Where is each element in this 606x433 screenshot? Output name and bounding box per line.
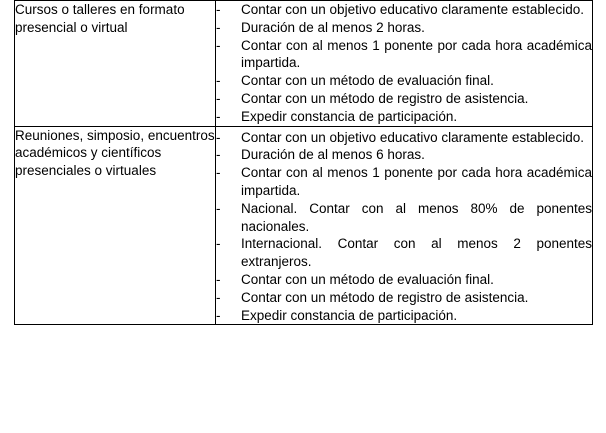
list-item <box>216 72 592 90</box>
requirement-text: Contar con un objetivo educativo claramente establecido. <box>241 129 584 145</box>
requirements-cell <box>216 1 593 127</box>
list-item <box>216 146 592 164</box>
bullet-dash: - <box>216 200 221 216</box>
bullet-dash: - <box>216 271 221 287</box>
requirement-text: Contar con un método de registro de asistencia. <box>241 289 529 305</box>
category-cell <box>15 126 216 325</box>
bullet-dash: - <box>216 129 221 145</box>
list-item <box>216 90 592 108</box>
requirements-list <box>216 129 592 325</box>
list-item <box>216 37 592 73</box>
requirement-text: Contar con un objetivo educativo claramente establecido. <box>241 2 584 17</box>
bullet-dash: - <box>216 73 221 89</box>
requirement-text: Contar con un método de registro de asistencia. <box>241 90 529 106</box>
list-item <box>216 200 592 236</box>
list-item <box>216 108 592 126</box>
bullet-dash: - <box>216 108 221 124</box>
requirements-list <box>216 1 592 126</box>
category-label: Reuniones, simposio, encuentros académicos y científicos presenciales o virtuales <box>15 127 215 179</box>
bullet-dash: - <box>216 165 221 181</box>
list-item <box>216 271 592 289</box>
table-row <box>15 1 593 127</box>
bullet-dash: - <box>216 19 221 35</box>
requirement-text: Contar con un método de evaluación final. <box>241 271 494 287</box>
table-row <box>15 126 593 325</box>
list-item <box>216 289 592 307</box>
requirements-cell <box>216 126 593 325</box>
bullet-dash: - <box>216 2 221 17</box>
requirement-text: Contar con al menos 1 ponente por cada hora académica impartida. <box>241 165 592 198</box>
list-item <box>216 307 592 325</box>
category-label: Cursos o talleres en formato presencial o virtual <box>15 2 185 35</box>
requirement-text: Nacional. Contar con al menos 80% de ponentes nacionales. <box>241 200 592 234</box>
requirement-text: Contar con al menos 1 ponente por cada hora académica impartida. <box>241 37 592 71</box>
list-item <box>216 1 592 19</box>
bullet-dash: - <box>216 289 221 305</box>
list-item <box>216 19 592 37</box>
bullet-dash: - <box>216 147 221 163</box>
requirement-text: Internacional. Contar con al menos 2 ponentes extranjeros. <box>241 236 592 270</box>
requirement-text: Expedir constancia de participación. <box>241 307 458 323</box>
bullet-dash: - <box>216 90 221 106</box>
bullet-dash: - <box>216 236 221 252</box>
requirement-text: Duración de al menos 6 horas. <box>241 147 425 163</box>
requirement-text: Duración de al menos 2 horas. <box>241 19 425 35</box>
category-cell <box>15 1 216 127</box>
list-item <box>216 164 592 200</box>
list-item <box>216 129 592 147</box>
list-item <box>216 235 592 271</box>
bullet-dash: - <box>216 307 221 323</box>
bullet-dash: - <box>216 37 221 53</box>
requirements-table <box>14 0 593 325</box>
requirement-text: Expedir constancia de participación. <box>241 108 458 124</box>
requirement-text: Contar con un método de evaluación final. <box>241 73 494 89</box>
